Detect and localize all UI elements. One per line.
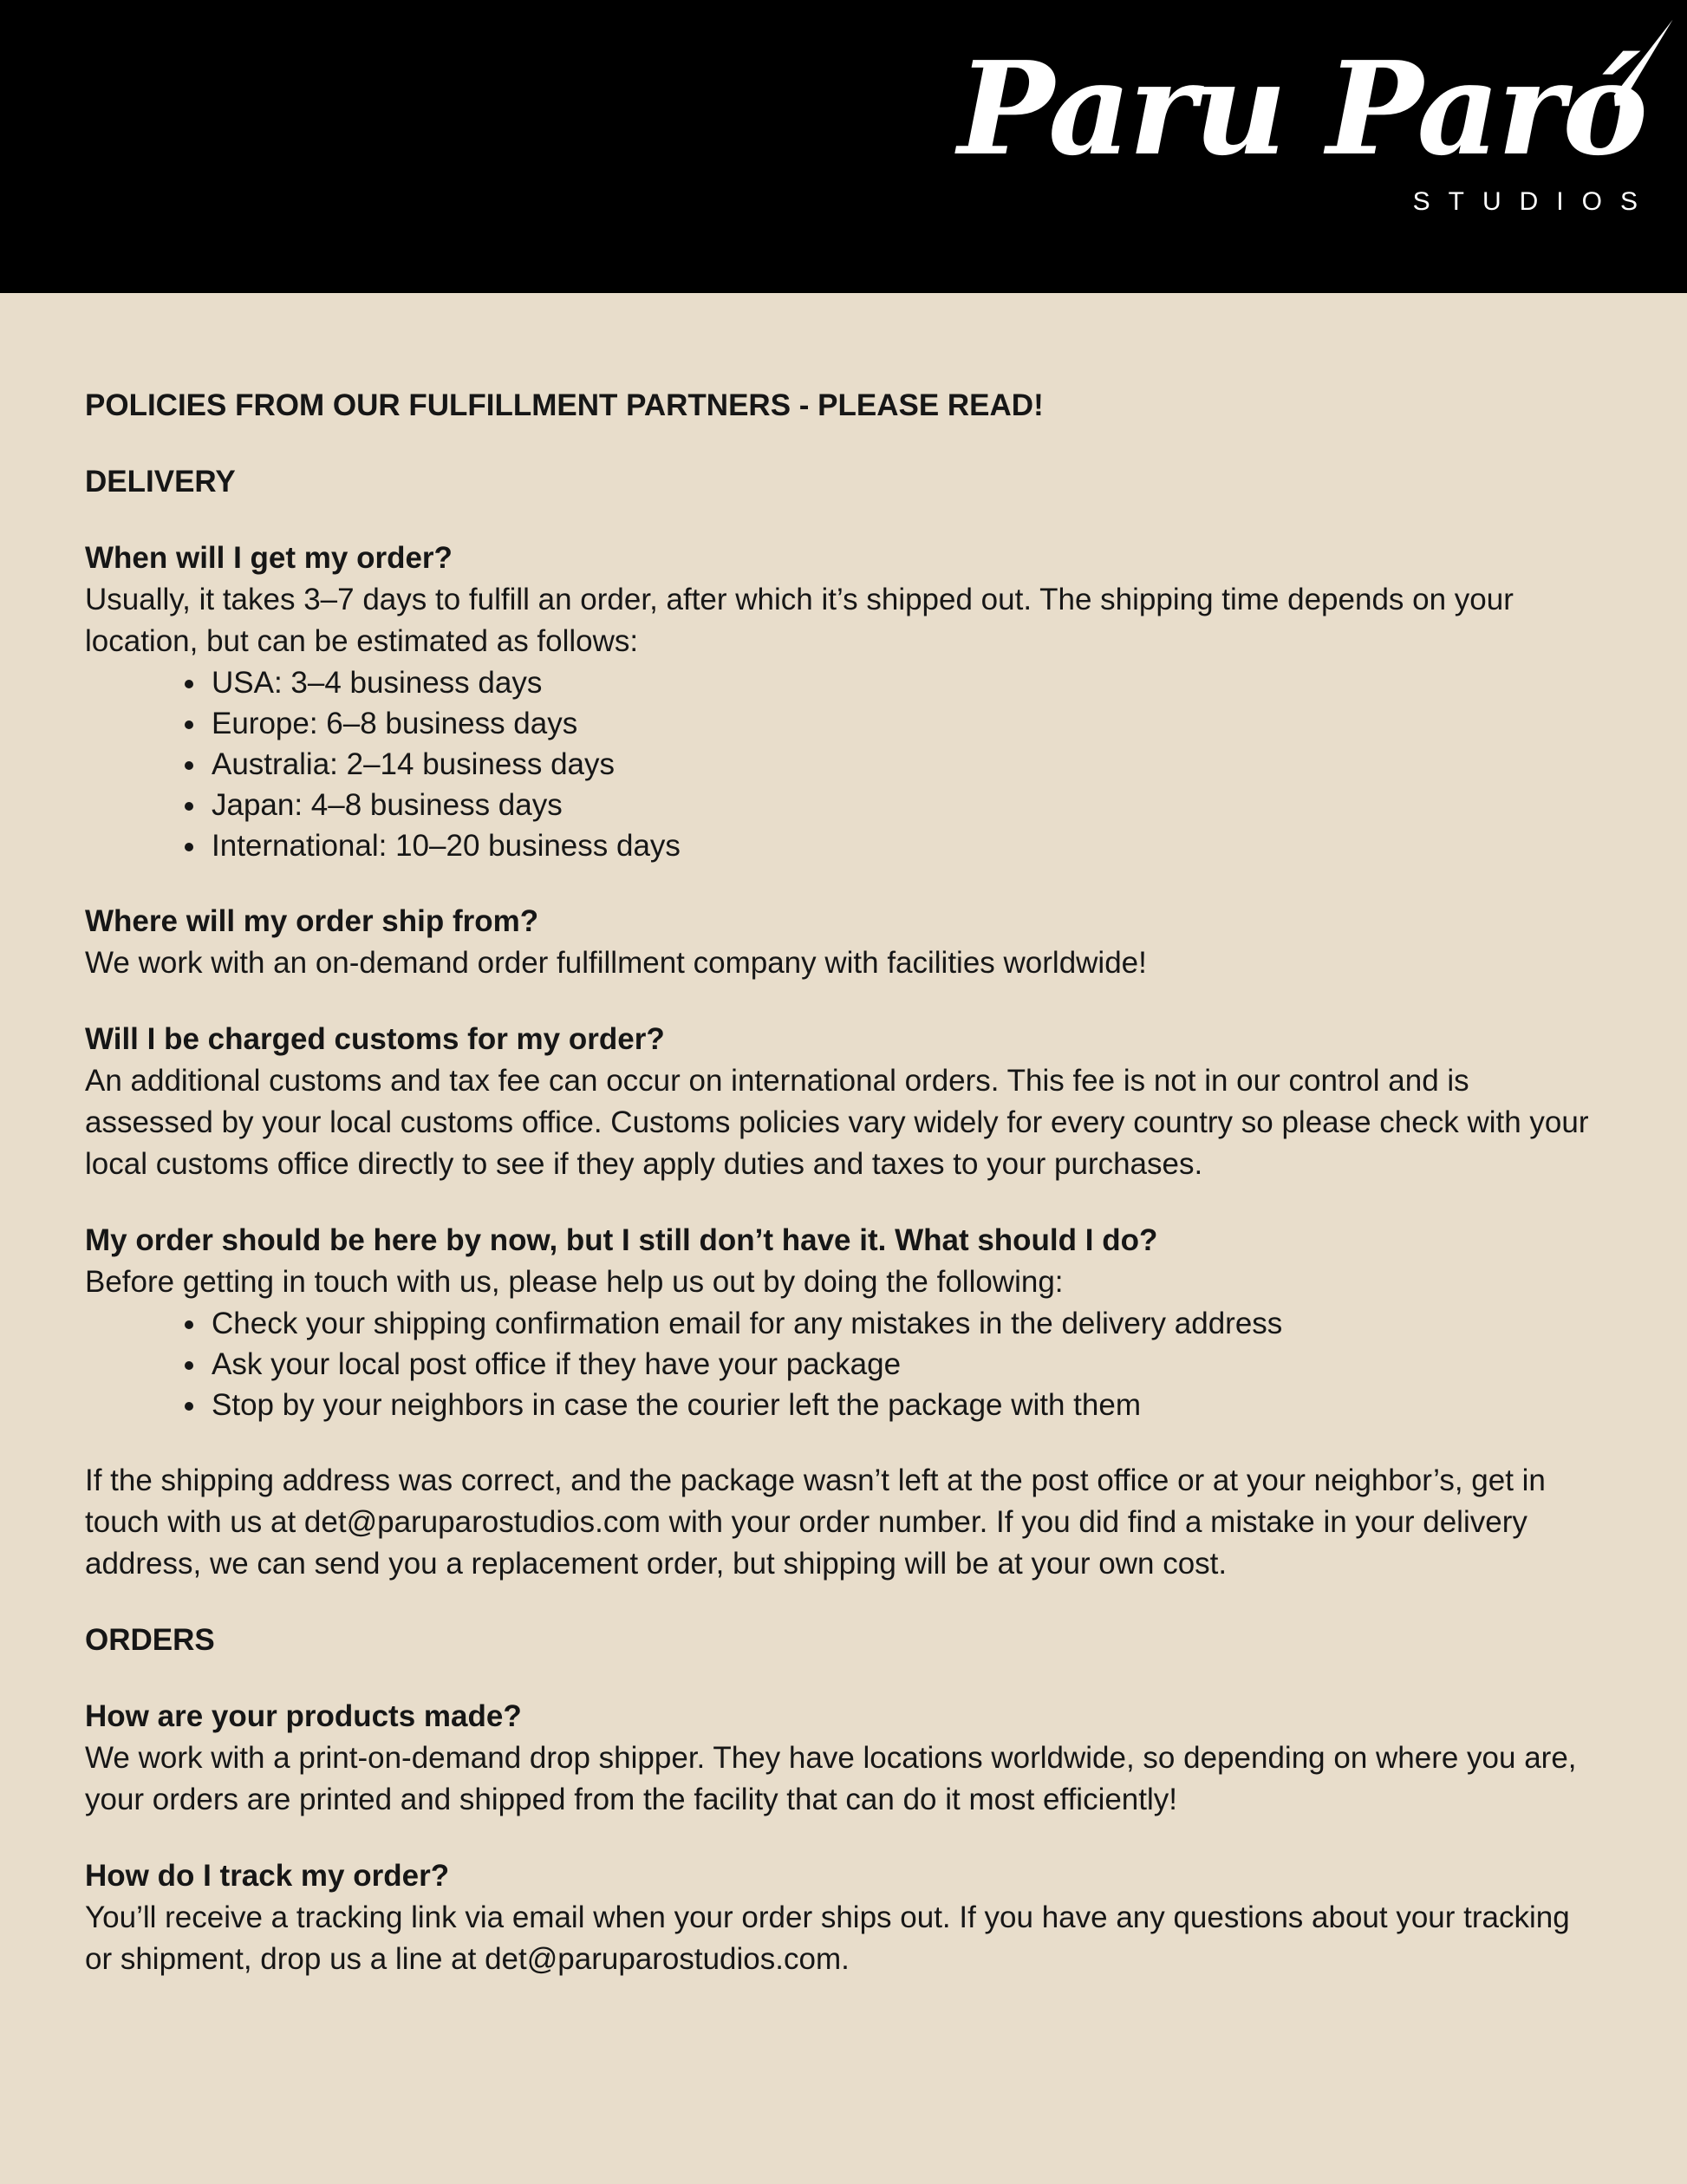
faq-answer: Usually, it takes 3–7 days to fulfill an order, after which it’s shipped out. The shipping time depends on your location, but can be estimated as follows: (85, 583, 1514, 658)
list-item: • USA: 3–4 business days (208, 662, 1604, 703)
header-band (0, 0, 1687, 293)
brand-logo (957, 23, 1656, 217)
section-heading-delivery: DELIVERY (85, 465, 236, 499)
logo-wordmark (958, 23, 1645, 196)
list-item: • Check your shipping confirmation email for any mistakes in the delivery address (208, 1303, 1604, 1344)
shipping-times-list (85, 662, 1604, 866)
faq-block-order-not-arrived (85, 1220, 1604, 1585)
list-item: • Europe: 6–8 business days (208, 703, 1604, 744)
logo-studios-label: STUDIOS (1412, 186, 1656, 216)
faq-followup: If the shipping address was correct, and the package wasn’t left at the post office or at your neighbor’s, get in touch with us at det@paruparostudios.com with your order number. If you did find a mistake in your delivery address, we can send you a replacement order, but shipping will be at your own cost. (85, 1464, 1546, 1581)
list-item: • Australia: 2–14 business days (208, 744, 1604, 785)
list-item: • Ask your local post office if they have your package (208, 1344, 1604, 1385)
faq-answer: Before getting in touch with us, please help us out by doing the following: (85, 1265, 1064, 1299)
faq-block-customs (85, 1019, 1604, 1185)
faq-question: Will I be charged customs for my order? (85, 1022, 665, 1056)
faq-question: How do I track my order? (85, 1859, 450, 1893)
faq-block-where-will-my-order-ship-from (85, 901, 1604, 984)
faq-question: How are your products made? (85, 1699, 522, 1733)
document-title: POLICIES FROM OUR FULFILLMENT PARTNERS - PLEASE READ! (85, 388, 1044, 422)
list-item: • International: 10–20 business days (208, 825, 1604, 866)
faq-question: Where will my order ship from? (85, 904, 539, 938)
faq-block-when-will-i-get-my-order (85, 538, 1604, 866)
faq-answer: We work with a print-on-demand drop shipper. They have locations worldwide, so depending on where you are, your orders are printed and shipped from the facility that can do it most efficiently! (85, 1741, 1577, 1816)
section-heading-orders: ORDERS (85, 1623, 215, 1657)
faq-question: When will I get my order? (85, 541, 453, 575)
faq-block-how-products-made (85, 1696, 1604, 1821)
faq-question: My order should be here by now, but I still don’t have it. What should I do? (85, 1223, 1158, 1257)
document-content (0, 293, 1687, 1980)
faq-answer: We work with an on-demand order fulfillment company with facilities worldwide! (85, 946, 1147, 980)
faq-answer: An additional customs and tax fee can occur on international orders. This fee is not in our control and is assessed by your local customs office. Customs policies vary widely for every country so please check with your local customs office directly to see if they apply duties and taxes to your purchases. (85, 1064, 1589, 1181)
troubleshooting-list (85, 1303, 1604, 1425)
faq-block-track-order (85, 1855, 1604, 1980)
list-item: • Stop by your neighbors in case the courier left the package with them (208, 1385, 1604, 1425)
list-item: • Japan: 4–8 business days (208, 785, 1604, 825)
faq-answer: You’ll receive a tracking link via email when your order ships out. If you have any questions about your tracking or shipment, drop us a line at det@paruparostudios.com. (85, 1900, 1570, 1976)
logo-wordmark-text: Paru Paró (957, 33, 1645, 184)
